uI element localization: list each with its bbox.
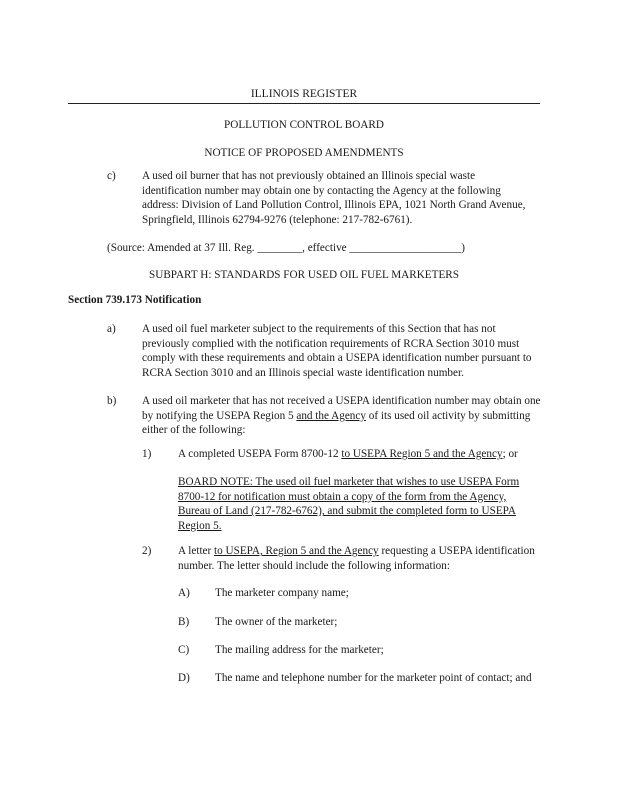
item-b-text-before: A used oil marketer that has not received a USEPA identification number may obtain one by notifying the USEPA Region 5 <box>142 395 541 422</box>
source-note: (Source: Amended at 37 Ill. Reg. ________, effective ____________________) <box>107 242 466 254</box>
sub-item-label: A) <box>178 587 190 599</box>
sub-item-text: The mailing address for the marketer; <box>215 644 384 656</box>
item-b1-text <box>178 447 558 462</box>
item-b1-text-underlined: to USEPA Region 5 and the Agency <box>341 448 503 460</box>
sub-item-label: D) <box>178 672 190 684</box>
item-b1-text-after: ; or <box>502 448 518 460</box>
board-title: POLLUTION CONTROL BOARD <box>224 119 384 131</box>
item-b-text <box>142 394 542 438</box>
board-note: BOARD NOTE: The used oil fuel marketer that wishes to use USEPA Form 8700-12 for notification must obtain a copy of the form from the Agency, Bureau of Land (217-782-6762), and submit the completed form to USEPA Region 5. <box>178 476 520 532</box>
item-b2-label: 2) <box>142 545 152 557</box>
subpart-heading: SUBPART H: STANDARDS FOR USED OIL FUEL MARKETERS <box>149 269 459 281</box>
item-b1-label: 1) <box>142 448 152 460</box>
item-a-label: a) <box>107 323 116 335</box>
sub-item-label: C) <box>178 644 190 656</box>
item-b1-text-before: A completed USEPA Form 8700-12 <box>178 448 342 460</box>
item-b-text-after: of its used oil activity by submitting either of the following: <box>142 409 531 437</box>
item-a-text: A used oil fuel marketer subject to the requirements of this Section that has not previously complied with the notification requirements of RCRA Section 3010 must comply with these requirements and obtain a USEPA identification number pursuant to RCRA Section 3010 and an Illinois special waste identification number. <box>142 323 532 379</box>
section-heading: Section 739.173 Notification <box>68 294 202 306</box>
sub-item-text: The marketer company name; <box>215 587 349 599</box>
item-c-label: c) <box>107 170 116 182</box>
notice-title: NOTICE OF PROPOSED AMENDMENTS <box>204 147 404 159</box>
item-b-text-underlined: and the Agency <box>296 409 366 422</box>
item-b2-text-underlined: to USEPA, Region 5 and the Agency <box>214 545 379 557</box>
item-b2-text-before: A letter <box>178 545 215 557</box>
sub-item-text: The owner of the marketer; <box>215 616 338 628</box>
item-b2-text <box>178 544 548 573</box>
sub-item-text: The name and telephone number for the marketer point of contact; and <box>215 672 532 684</box>
item-c-text: A used oil burner that has not previously obtained an Illinois special waste identification number may obtain one by contacting the Agency at the following address: Division of Land Pollution Control, Illinois EPA, 1021 North Grand Avenue, Springfield, Illinois 62794-9276 (telephone: 217-782-6761). <box>142 170 526 226</box>
item-b-label: b) <box>107 395 117 407</box>
page-header: ILLINOIS REGISTER <box>68 87 540 104</box>
sub-item-label: B) <box>178 616 190 628</box>
item-b2-text-after: requesting a USEPA identification number. The letter should include the following information: <box>178 545 535 572</box>
